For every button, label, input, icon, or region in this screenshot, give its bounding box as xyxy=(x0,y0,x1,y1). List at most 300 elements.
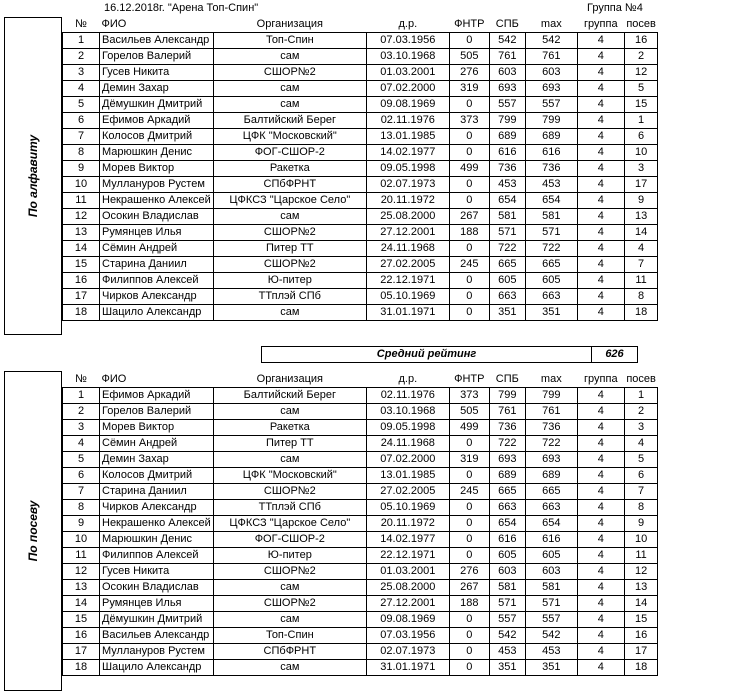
cell-number: 2 xyxy=(63,49,100,65)
cell-number: 1 xyxy=(63,388,100,404)
cell-number: 11 xyxy=(63,193,100,209)
cell-name: Осокин Владислав xyxy=(100,209,214,225)
cell-name: Румянцев Илья xyxy=(100,596,214,612)
cell-seed: 13 xyxy=(624,580,658,596)
cell-group: 4 xyxy=(577,65,624,81)
cell-number: 5 xyxy=(63,452,100,468)
cell-max: 542 xyxy=(525,628,577,644)
cell-birthdate: 03.10.1968 xyxy=(366,49,449,65)
cell-fntr: 188 xyxy=(449,225,489,241)
cell-organization: ЦФК "Московский" xyxy=(213,468,366,484)
cell-organization: Балтийский Берег xyxy=(213,113,366,129)
cell-spb: 663 xyxy=(489,289,525,305)
cell-number: 16 xyxy=(63,273,100,289)
column-header: д.р. xyxy=(366,372,449,388)
cell-seed: 10 xyxy=(624,532,658,548)
cell-spb: 557 xyxy=(489,612,525,628)
cell-name: Старина Даниил xyxy=(100,257,214,273)
cell-name: Дёмушкин Дмитрий xyxy=(100,97,214,113)
cell-name: Дёмушкин Дмитрий xyxy=(100,612,214,628)
cell-number: 3 xyxy=(63,65,100,81)
cell-max: 603 xyxy=(525,65,577,81)
table-row xyxy=(63,660,658,676)
cell-birthdate: 24.11.1968 xyxy=(366,436,449,452)
cell-name: Гусев Никита xyxy=(100,65,214,81)
cell-group: 4 xyxy=(577,273,624,289)
cell-birthdate: 27.02.2005 xyxy=(366,484,449,500)
side-label-text: По алфавиту xyxy=(26,134,40,218)
cell-birthdate: 05.10.1969 xyxy=(366,500,449,516)
table-row xyxy=(63,273,658,289)
cell-spb: 571 xyxy=(489,596,525,612)
table-row xyxy=(63,484,658,500)
table-row xyxy=(63,161,658,177)
cell-fntr: 245 xyxy=(449,484,489,500)
cell-organization: сам xyxy=(213,49,366,65)
cell-max: 736 xyxy=(525,161,577,177)
cell-max: 693 xyxy=(525,452,577,468)
table-row xyxy=(63,580,658,596)
cell-organization: сам xyxy=(213,81,366,97)
cell-spb: 761 xyxy=(489,404,525,420)
cell-max: 799 xyxy=(525,388,577,404)
cell-group: 4 xyxy=(577,97,624,113)
cell-number: 14 xyxy=(63,596,100,612)
cell-name: Васильев Александр xyxy=(100,628,214,644)
table-row xyxy=(63,532,658,548)
cell-birthdate: 07.02.2000 xyxy=(366,452,449,468)
seeding-table xyxy=(62,372,658,676)
cell-birthdate: 20.11.1972 xyxy=(366,516,449,532)
cell-name: Марюшкин Денис xyxy=(100,532,214,548)
cell-spb: 571 xyxy=(489,225,525,241)
cell-spb: 736 xyxy=(489,161,525,177)
table-row xyxy=(63,596,658,612)
average-rating-label: Средний рейтинг xyxy=(262,347,592,363)
cell-birthdate: 09.05.1998 xyxy=(366,420,449,436)
cell-number: 14 xyxy=(63,241,100,257)
cell-spb: 689 xyxy=(489,468,525,484)
cell-birthdate: 14.02.1977 xyxy=(366,532,449,548)
table-row xyxy=(63,548,658,564)
cell-fntr: 0 xyxy=(449,97,489,113)
cell-seed: 16 xyxy=(624,628,658,644)
table-row xyxy=(63,129,658,145)
cell-group: 4 xyxy=(577,161,624,177)
cell-organization: сам xyxy=(213,452,366,468)
cell-spb: 722 xyxy=(489,436,525,452)
column-header: ФИО xyxy=(100,372,214,388)
cell-group: 4 xyxy=(577,241,624,257)
cell-number: 5 xyxy=(63,97,100,113)
cell-seed: 18 xyxy=(624,305,658,321)
cell-fntr: 319 xyxy=(449,452,489,468)
cell-seed: 4 xyxy=(624,436,658,452)
cell-max: 605 xyxy=(525,273,577,289)
cell-name: Шацило Александр xyxy=(100,305,214,321)
cell-seed: 7 xyxy=(624,484,658,500)
cell-birthdate: 31.01.1971 xyxy=(366,305,449,321)
cell-organization: сам xyxy=(213,404,366,420)
cell-fntr: 0 xyxy=(449,129,489,145)
table-row xyxy=(63,436,658,452)
cell-spb: 603 xyxy=(489,564,525,580)
cell-fntr: 0 xyxy=(449,532,489,548)
table-row xyxy=(63,113,658,129)
cell-spb: 663 xyxy=(489,500,525,516)
date-venue-header: 16.12.2018г. "Арена Топ-Спин" xyxy=(104,2,259,14)
cell-seed: 11 xyxy=(624,548,658,564)
cell-seed: 6 xyxy=(624,129,658,145)
table-row xyxy=(63,241,658,257)
cell-fntr: 505 xyxy=(449,404,489,420)
cell-organization: СПбФРНТ xyxy=(213,177,366,193)
cell-spb: 542 xyxy=(489,628,525,644)
cell-seed: 9 xyxy=(624,193,658,209)
cell-seed: 13 xyxy=(624,209,658,225)
cell-spb: 616 xyxy=(489,145,525,161)
cell-organization: Ю-питер xyxy=(213,548,366,564)
cell-organization: Питер ТТ xyxy=(213,241,366,257)
cell-organization: СШОР№2 xyxy=(213,257,366,273)
cell-number: 18 xyxy=(63,660,100,676)
cell-fntr: 188 xyxy=(449,596,489,612)
cell-group: 4 xyxy=(577,209,624,225)
cell-seed: 5 xyxy=(624,452,658,468)
cell-birthdate: 02.11.1976 xyxy=(366,388,449,404)
cell-max: 689 xyxy=(525,468,577,484)
cell-organization: Топ-Спин xyxy=(213,33,366,49)
cell-group: 4 xyxy=(577,628,624,644)
cell-spb: 616 xyxy=(489,532,525,548)
cell-name: Муллануров Рустем xyxy=(100,177,214,193)
cell-group: 4 xyxy=(577,420,624,436)
cell-organization: сам xyxy=(213,612,366,628)
cell-fntr: 0 xyxy=(449,145,489,161)
cell-group: 4 xyxy=(577,644,624,660)
cell-organization: сам xyxy=(213,580,366,596)
cell-birthdate: 02.07.1973 xyxy=(366,177,449,193)
cell-group: 4 xyxy=(577,193,624,209)
cell-seed: 15 xyxy=(624,612,658,628)
cell-organization: Топ-Спин xyxy=(213,628,366,644)
cell-seed: 3 xyxy=(624,161,658,177)
cell-max: 571 xyxy=(525,225,577,241)
cell-max: 571 xyxy=(525,596,577,612)
cell-birthdate: 25.08.2000 xyxy=(366,209,449,225)
cell-organization: сам xyxy=(213,305,366,321)
cell-number: 6 xyxy=(63,113,100,129)
table-row xyxy=(63,388,658,404)
cell-seed: 1 xyxy=(624,388,658,404)
cell-max: 616 xyxy=(525,145,577,161)
cell-birthdate: 09.08.1969 xyxy=(366,97,449,113)
cell-name: Филиппов Алексей xyxy=(100,548,214,564)
cell-spb: 799 xyxy=(489,113,525,129)
cell-max: 689 xyxy=(525,129,577,145)
table-row xyxy=(63,516,658,532)
column-header: посев xyxy=(624,372,658,388)
cell-number: 1 xyxy=(63,33,100,49)
cell-fntr: 0 xyxy=(449,548,489,564)
cell-max: 351 xyxy=(525,305,577,321)
cell-birthdate: 07.02.2000 xyxy=(366,81,449,97)
cell-max: 654 xyxy=(525,516,577,532)
cell-max: 581 xyxy=(525,209,577,225)
cell-name: Сёмин Андрей xyxy=(100,436,214,452)
cell-number: 8 xyxy=(63,145,100,161)
cell-birthdate: 27.12.2001 xyxy=(366,225,449,241)
cell-fntr: 373 xyxy=(449,388,489,404)
cell-fntr: 0 xyxy=(449,468,489,484)
cell-name: Гусев Никита xyxy=(100,564,214,580)
table-row xyxy=(63,97,658,113)
cell-name: Горелов Валерий xyxy=(100,404,214,420)
cell-organization: Питер ТТ xyxy=(213,436,366,452)
cell-name: Колосов Дмитрий xyxy=(100,129,214,145)
cell-max: 603 xyxy=(525,564,577,580)
average-rating-box xyxy=(261,346,638,363)
cell-group: 4 xyxy=(577,660,624,676)
cell-fntr: 499 xyxy=(449,161,489,177)
table-row xyxy=(63,452,658,468)
cell-max: 722 xyxy=(525,436,577,452)
cell-fntr: 276 xyxy=(449,65,489,81)
cell-spb: 542 xyxy=(489,33,525,49)
cell-seed: 4 xyxy=(624,241,658,257)
table-row xyxy=(63,193,658,209)
cell-group: 4 xyxy=(577,177,624,193)
cell-spb: 761 xyxy=(489,49,525,65)
table-row xyxy=(63,177,658,193)
column-header: СПБ xyxy=(489,17,525,33)
cell-group: 4 xyxy=(577,580,624,596)
cell-organization: сам xyxy=(213,97,366,113)
cell-number: 12 xyxy=(63,209,100,225)
cell-organization: ЦФКСЗ "Царское Село" xyxy=(213,193,366,209)
table-row xyxy=(63,257,658,273)
average-rating-value: 626 xyxy=(592,347,638,363)
cell-group: 4 xyxy=(577,129,624,145)
table-row xyxy=(63,644,658,660)
table-row xyxy=(63,145,658,161)
cell-group: 4 xyxy=(577,500,624,516)
cell-fntr: 373 xyxy=(449,113,489,129)
cell-max: 351 xyxy=(525,660,577,676)
cell-number: 6 xyxy=(63,468,100,484)
cell-group: 4 xyxy=(577,452,624,468)
cell-organization: ТТплэй СПб xyxy=(213,289,366,305)
cell-fntr: 276 xyxy=(449,564,489,580)
cell-max: 616 xyxy=(525,532,577,548)
cell-birthdate: 07.03.1956 xyxy=(366,33,449,49)
table-row xyxy=(63,420,658,436)
cell-fntr: 0 xyxy=(449,612,489,628)
cell-number: 13 xyxy=(63,580,100,596)
column-header: ФНТР xyxy=(449,372,489,388)
cell-group: 4 xyxy=(577,145,624,161)
cell-birthdate: 14.02.1977 xyxy=(366,145,449,161)
cell-spb: 605 xyxy=(489,548,525,564)
cell-name: Колосов Дмитрий xyxy=(100,468,214,484)
cell-spb: 603 xyxy=(489,65,525,81)
cell-name: Осокин Владислав xyxy=(100,580,214,596)
column-header: № xyxy=(63,17,100,33)
cell-spb: 736 xyxy=(489,420,525,436)
cell-number: 17 xyxy=(63,644,100,660)
cell-organization: СШОР№2 xyxy=(213,596,366,612)
cell-spb: 605 xyxy=(489,273,525,289)
cell-number: 9 xyxy=(63,161,100,177)
cell-group: 4 xyxy=(577,81,624,97)
cell-fntr: 0 xyxy=(449,241,489,257)
cell-number: 17 xyxy=(63,289,100,305)
cell-group: 4 xyxy=(577,388,624,404)
cell-birthdate: 27.12.2001 xyxy=(366,596,449,612)
cell-name: Муллануров Рустем xyxy=(100,644,214,660)
cell-number: 7 xyxy=(63,484,100,500)
cell-organization: Ракетка xyxy=(213,420,366,436)
cell-organization: СШОР№2 xyxy=(213,225,366,241)
table-header-row xyxy=(63,17,658,33)
cell-spb: 693 xyxy=(489,452,525,468)
cell-fntr: 0 xyxy=(449,436,489,452)
cell-seed: 8 xyxy=(624,500,658,516)
cell-spb: 722 xyxy=(489,241,525,257)
cell-birthdate: 22.12.1971 xyxy=(366,273,449,289)
cell-name: Морев Виктор xyxy=(100,161,214,177)
cell-birthdate: 31.01.1971 xyxy=(366,660,449,676)
cell-seed: 12 xyxy=(624,564,658,580)
cell-number: 7 xyxy=(63,129,100,145)
cell-group: 4 xyxy=(577,484,624,500)
cell-group: 4 xyxy=(577,289,624,305)
cell-max: 654 xyxy=(525,193,577,209)
cell-fntr: 0 xyxy=(449,177,489,193)
cell-fntr: 0 xyxy=(449,628,489,644)
cell-group: 4 xyxy=(577,33,624,49)
table-row xyxy=(63,49,658,65)
cell-organization: ФОГ-СШОР-2 xyxy=(213,532,366,548)
cell-max: 665 xyxy=(525,257,577,273)
cell-max: 693 xyxy=(525,81,577,97)
cell-seed: 15 xyxy=(624,97,658,113)
cell-max: 665 xyxy=(525,484,577,500)
cell-seed: 3 xyxy=(624,420,658,436)
cell-birthdate: 02.11.1976 xyxy=(366,113,449,129)
cell-seed: 14 xyxy=(624,225,658,241)
table-row xyxy=(63,612,658,628)
side-label-seeding xyxy=(4,371,62,691)
table-row xyxy=(63,564,658,580)
column-header: ФНТР xyxy=(449,17,489,33)
cell-seed: 7 xyxy=(624,257,658,273)
column-header: ФИО xyxy=(100,17,214,33)
cell-organization: СПбФРНТ xyxy=(213,644,366,660)
cell-seed: 5 xyxy=(624,81,658,97)
cell-name: Васильев Александр xyxy=(100,33,214,49)
table-row xyxy=(63,404,658,420)
cell-max: 663 xyxy=(525,289,577,305)
cell-number: 16 xyxy=(63,628,100,644)
table-row xyxy=(63,225,658,241)
cell-max: 663 xyxy=(525,500,577,516)
cell-spb: 654 xyxy=(489,193,525,209)
alphabetical-table xyxy=(62,17,658,321)
cell-spb: 453 xyxy=(489,644,525,660)
cell-group: 4 xyxy=(577,436,624,452)
cell-name: Марюшкин Денис xyxy=(100,145,214,161)
cell-max: 542 xyxy=(525,33,577,49)
cell-fntr: 505 xyxy=(449,49,489,65)
cell-name: Демин Захар xyxy=(100,81,214,97)
cell-group: 4 xyxy=(577,468,624,484)
cell-max: 557 xyxy=(525,97,577,113)
cell-birthdate: 24.11.1968 xyxy=(366,241,449,257)
table-header-row xyxy=(63,372,658,388)
cell-birthdate: 13.01.1985 xyxy=(366,129,449,145)
cell-organization: Балтийский Берег xyxy=(213,388,366,404)
cell-organization: Ю-питер xyxy=(213,273,366,289)
cell-number: 2 xyxy=(63,404,100,420)
cell-birthdate: 03.10.1968 xyxy=(366,404,449,420)
side-label-alphabetical xyxy=(4,17,62,335)
cell-max: 453 xyxy=(525,177,577,193)
cell-birthdate: 01.03.2001 xyxy=(366,65,449,81)
column-header: max xyxy=(525,17,577,33)
column-header: max xyxy=(525,372,577,388)
cell-group: 4 xyxy=(577,225,624,241)
cell-group: 4 xyxy=(577,516,624,532)
cell-spb: 581 xyxy=(489,580,525,596)
cell-organization: ЦФК "Московский" xyxy=(213,129,366,145)
cell-birthdate: 20.11.1972 xyxy=(366,193,449,209)
cell-birthdate: 01.03.2001 xyxy=(366,564,449,580)
column-header: № xyxy=(63,372,100,388)
cell-number: 4 xyxy=(63,81,100,97)
cell-organization: сам xyxy=(213,660,366,676)
cell-birthdate: 25.08.2000 xyxy=(366,580,449,596)
cell-birthdate: 02.07.1973 xyxy=(366,644,449,660)
cell-birthdate: 27.02.2005 xyxy=(366,257,449,273)
cell-organization: СШОР№2 xyxy=(213,484,366,500)
cell-fntr: 499 xyxy=(449,420,489,436)
cell-group: 4 xyxy=(577,49,624,65)
cell-number: 18 xyxy=(63,305,100,321)
cell-seed: 18 xyxy=(624,660,658,676)
cell-seed: 6 xyxy=(624,468,658,484)
cell-max: 799 xyxy=(525,113,577,129)
cell-name: Морев Виктор xyxy=(100,420,214,436)
cell-name: Филиппов Алексей xyxy=(100,273,214,289)
cell-max: 736 xyxy=(525,420,577,436)
cell-number: 3 xyxy=(63,420,100,436)
cell-spb: 351 xyxy=(489,305,525,321)
cell-fntr: 0 xyxy=(449,273,489,289)
table-row xyxy=(63,81,658,97)
cell-number: 10 xyxy=(63,177,100,193)
cell-seed: 12 xyxy=(624,65,658,81)
group-header: Группа №4 xyxy=(587,2,643,14)
cell-birthdate: 05.10.1969 xyxy=(366,289,449,305)
cell-spb: 654 xyxy=(489,516,525,532)
cell-number: 10 xyxy=(63,532,100,548)
cell-max: 722 xyxy=(525,241,577,257)
column-header: СПБ xyxy=(489,372,525,388)
cell-number: 8 xyxy=(63,500,100,516)
column-header: посев xyxy=(624,17,658,33)
cell-number: 15 xyxy=(63,257,100,273)
